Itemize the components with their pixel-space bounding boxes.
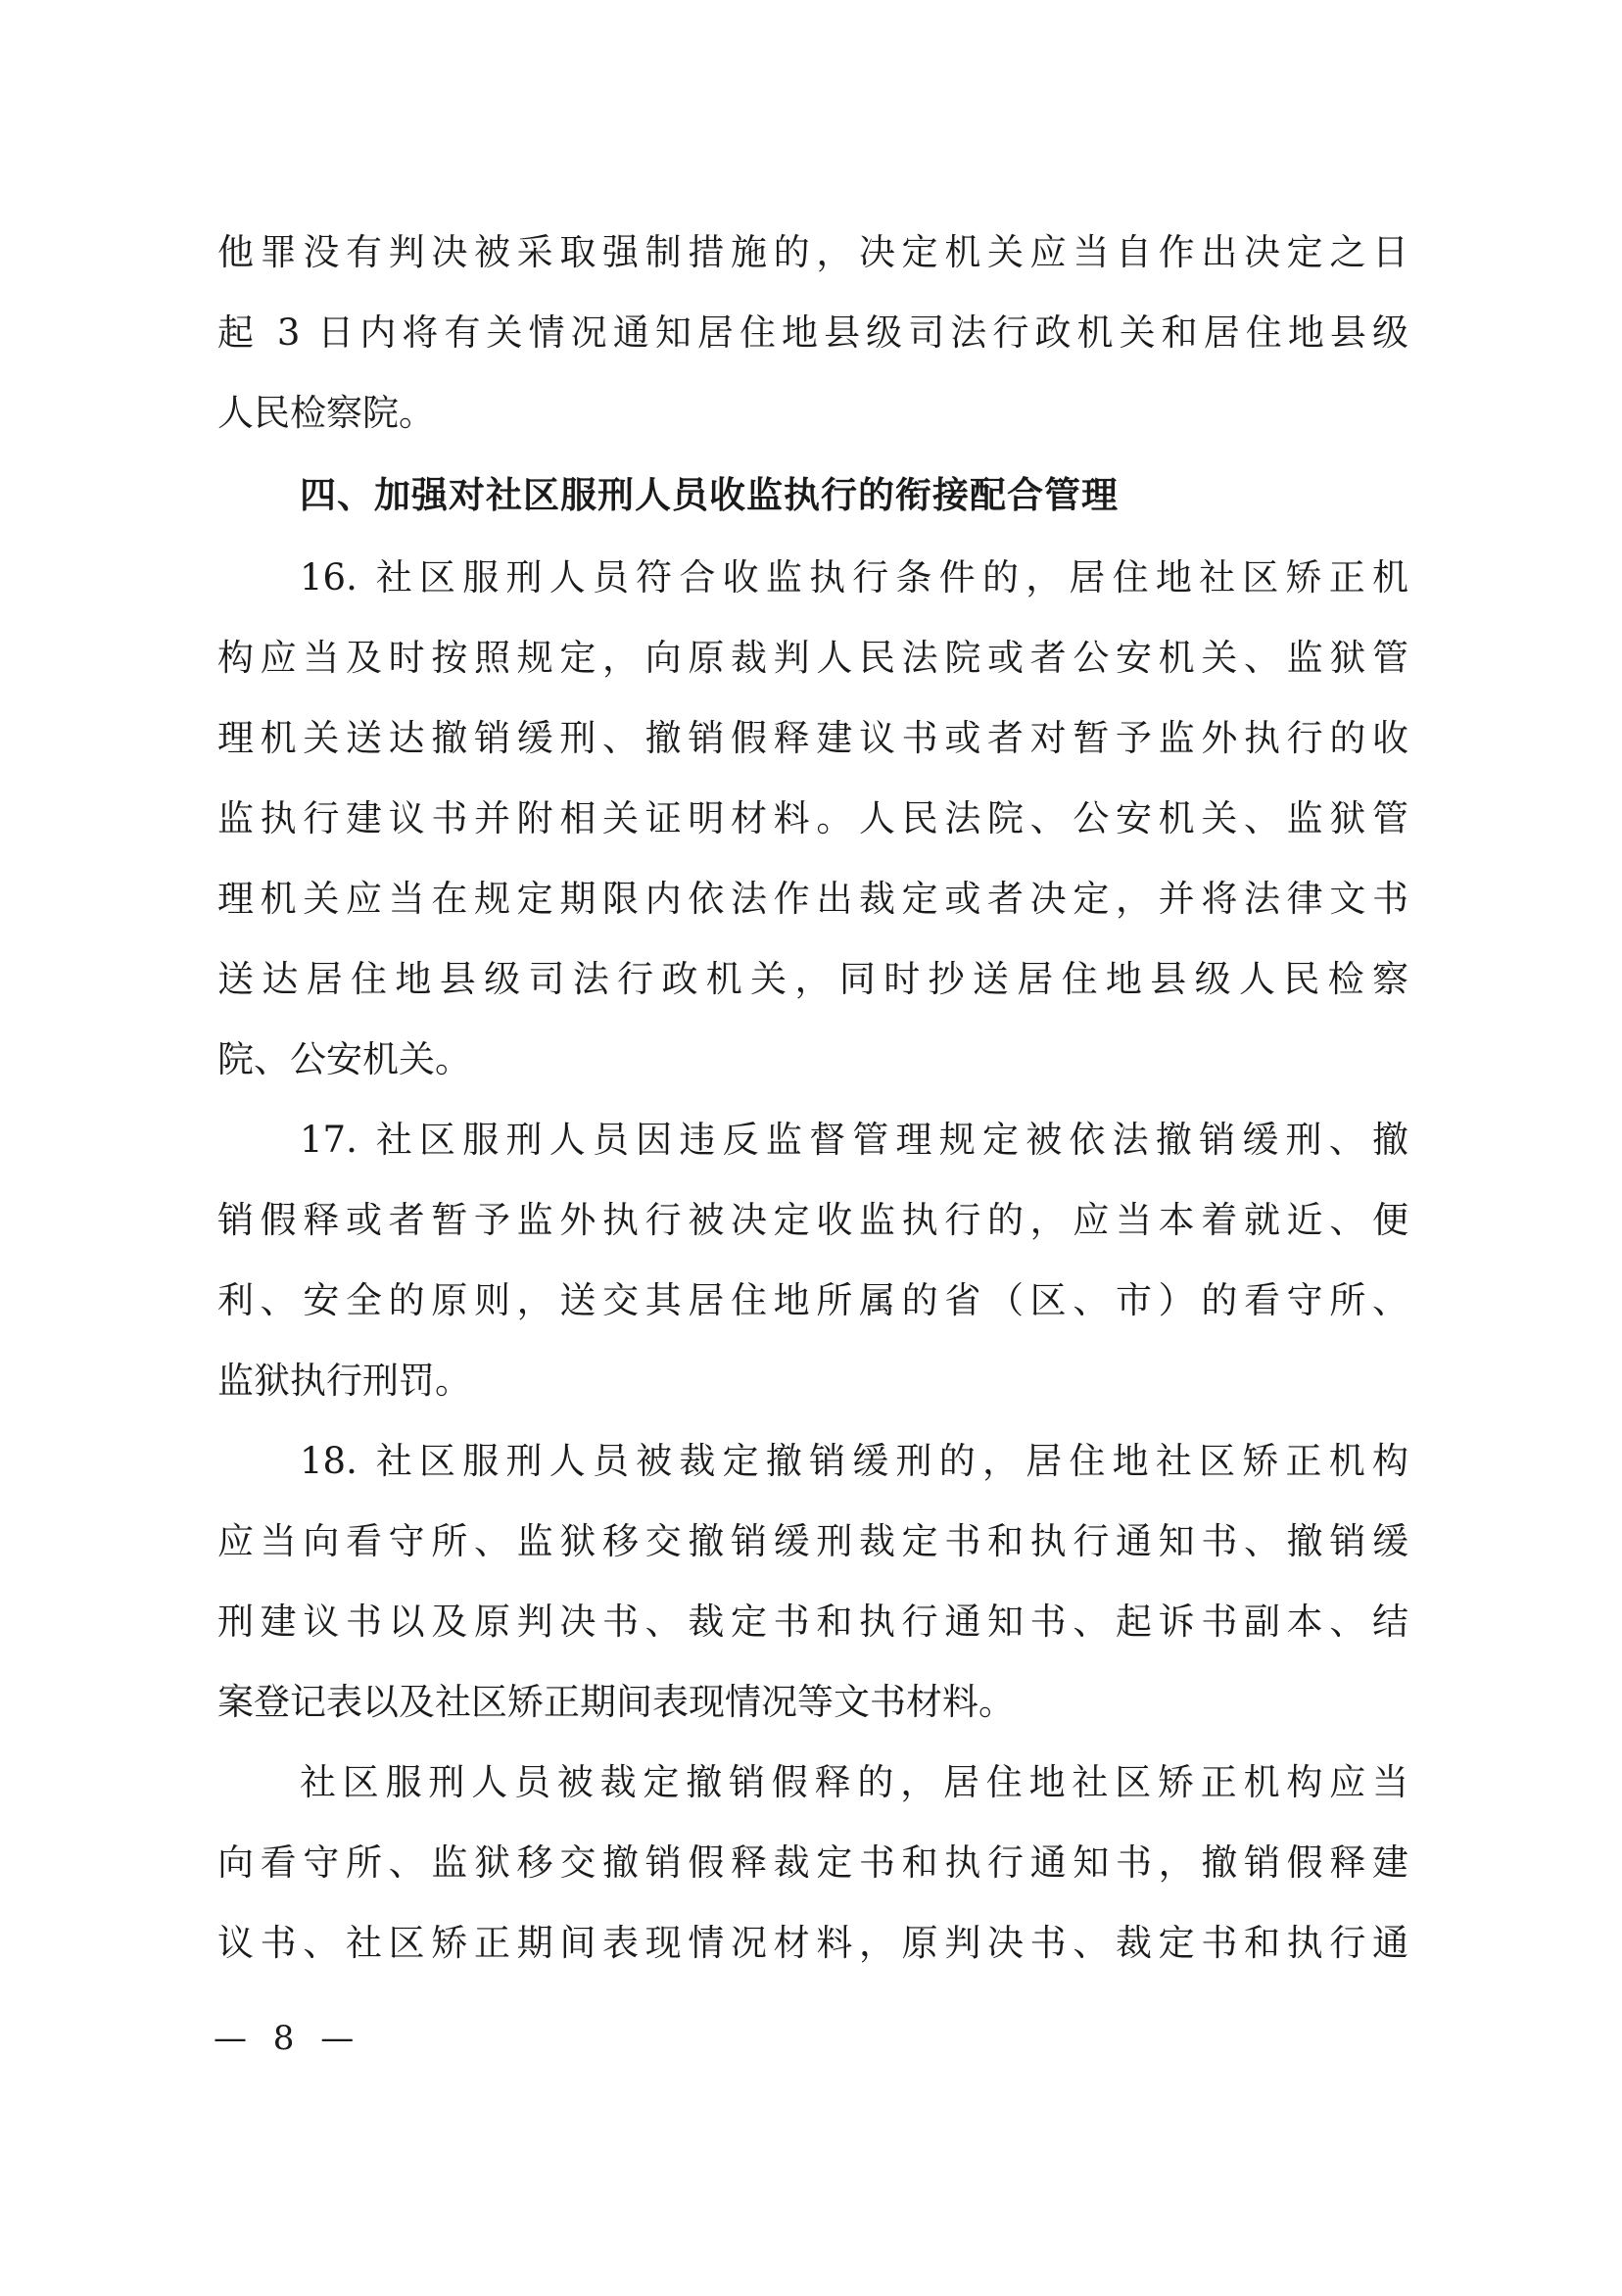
paragraph-line: 监执行建议书并附相关证明材料。人民法院、公安机关、监狱管 [217,797,1408,839]
paragraph-line: 监狱执行刑罚。 [217,1360,471,1402]
paragraph-line: 社区服刑人员被裁定撤销假释的，居住地社区矫正机构应当 [300,1761,1408,1803]
paragraph-line: 起 3 日内将有关情况通知居住地县级司法行政机关和居住地县级 [217,311,1408,354]
section-heading: 四、加强对社区服刑人员收监执行的衔接配合管理 [300,474,1119,516]
paragraph-line: 议书、社区矫正期间表现情况材料，原判决书、裁定书和执行通 [217,1922,1408,1964]
paragraph-line: 他罪没有判决被采取强制措施的，决定机关应当自作出决定之日 [217,231,1408,273]
paragraph-line: 18. 社区服刑人员被裁定撤销缓刑的，居住地社区矫正机构 [300,1440,1408,1482]
paragraph-line: 利、安全的原则，送交其居住地所属的省（区、市）的看守所、 [217,1279,1408,1321]
paragraph-line: 向看守所、监狱移交撤销假释裁定书和执行通知书，撤销假释建 [217,1842,1408,1884]
paragraph-line: 人民检察院。 [217,392,435,434]
paragraph-line: 院、公安机关。 [217,1038,471,1080]
paragraph-line: 刑建议书以及原判决书、裁定书和执行通知书、起诉书副本、结 [217,1601,1408,1643]
paragraph-line: 构应当及时按照规定，向原裁判人民法院或者公安机关、监狱管 [217,637,1408,679]
paragraph-line: 案登记表以及社区矫正期间表现情况等文书材料。 [217,1681,1015,1723]
paragraph-line: 理机关送达撤销缓刑、撤销假释建议书或者对暂予监外执行的收 [217,717,1408,759]
page-number: — 8 — [214,2019,362,2058]
paragraph-line: 销假释或者暂予监外执行被决定收监执行的，应当本着就近、便 [217,1199,1408,1241]
paragraph-line: 16. 社区服刑人员符合收监执行条件的，居住地社区矫正机 [300,556,1408,598]
paragraph-line: 送达居住地县级司法行政机关，同时抄送居住地县级人民检察 [217,958,1408,1000]
paragraph-line: 应当向看守所、监狱移交撤销缓刑裁定书和执行通知书、撤销缓 [217,1520,1408,1562]
paragraph-line: 理机关应当在规定期限内依法作出裁定或者决定，并将法律文书 [217,878,1408,920]
paragraph-line: 17. 社区服刑人员因违反监督管理规定被依法撤销缓刑、撤 [300,1119,1408,1161]
